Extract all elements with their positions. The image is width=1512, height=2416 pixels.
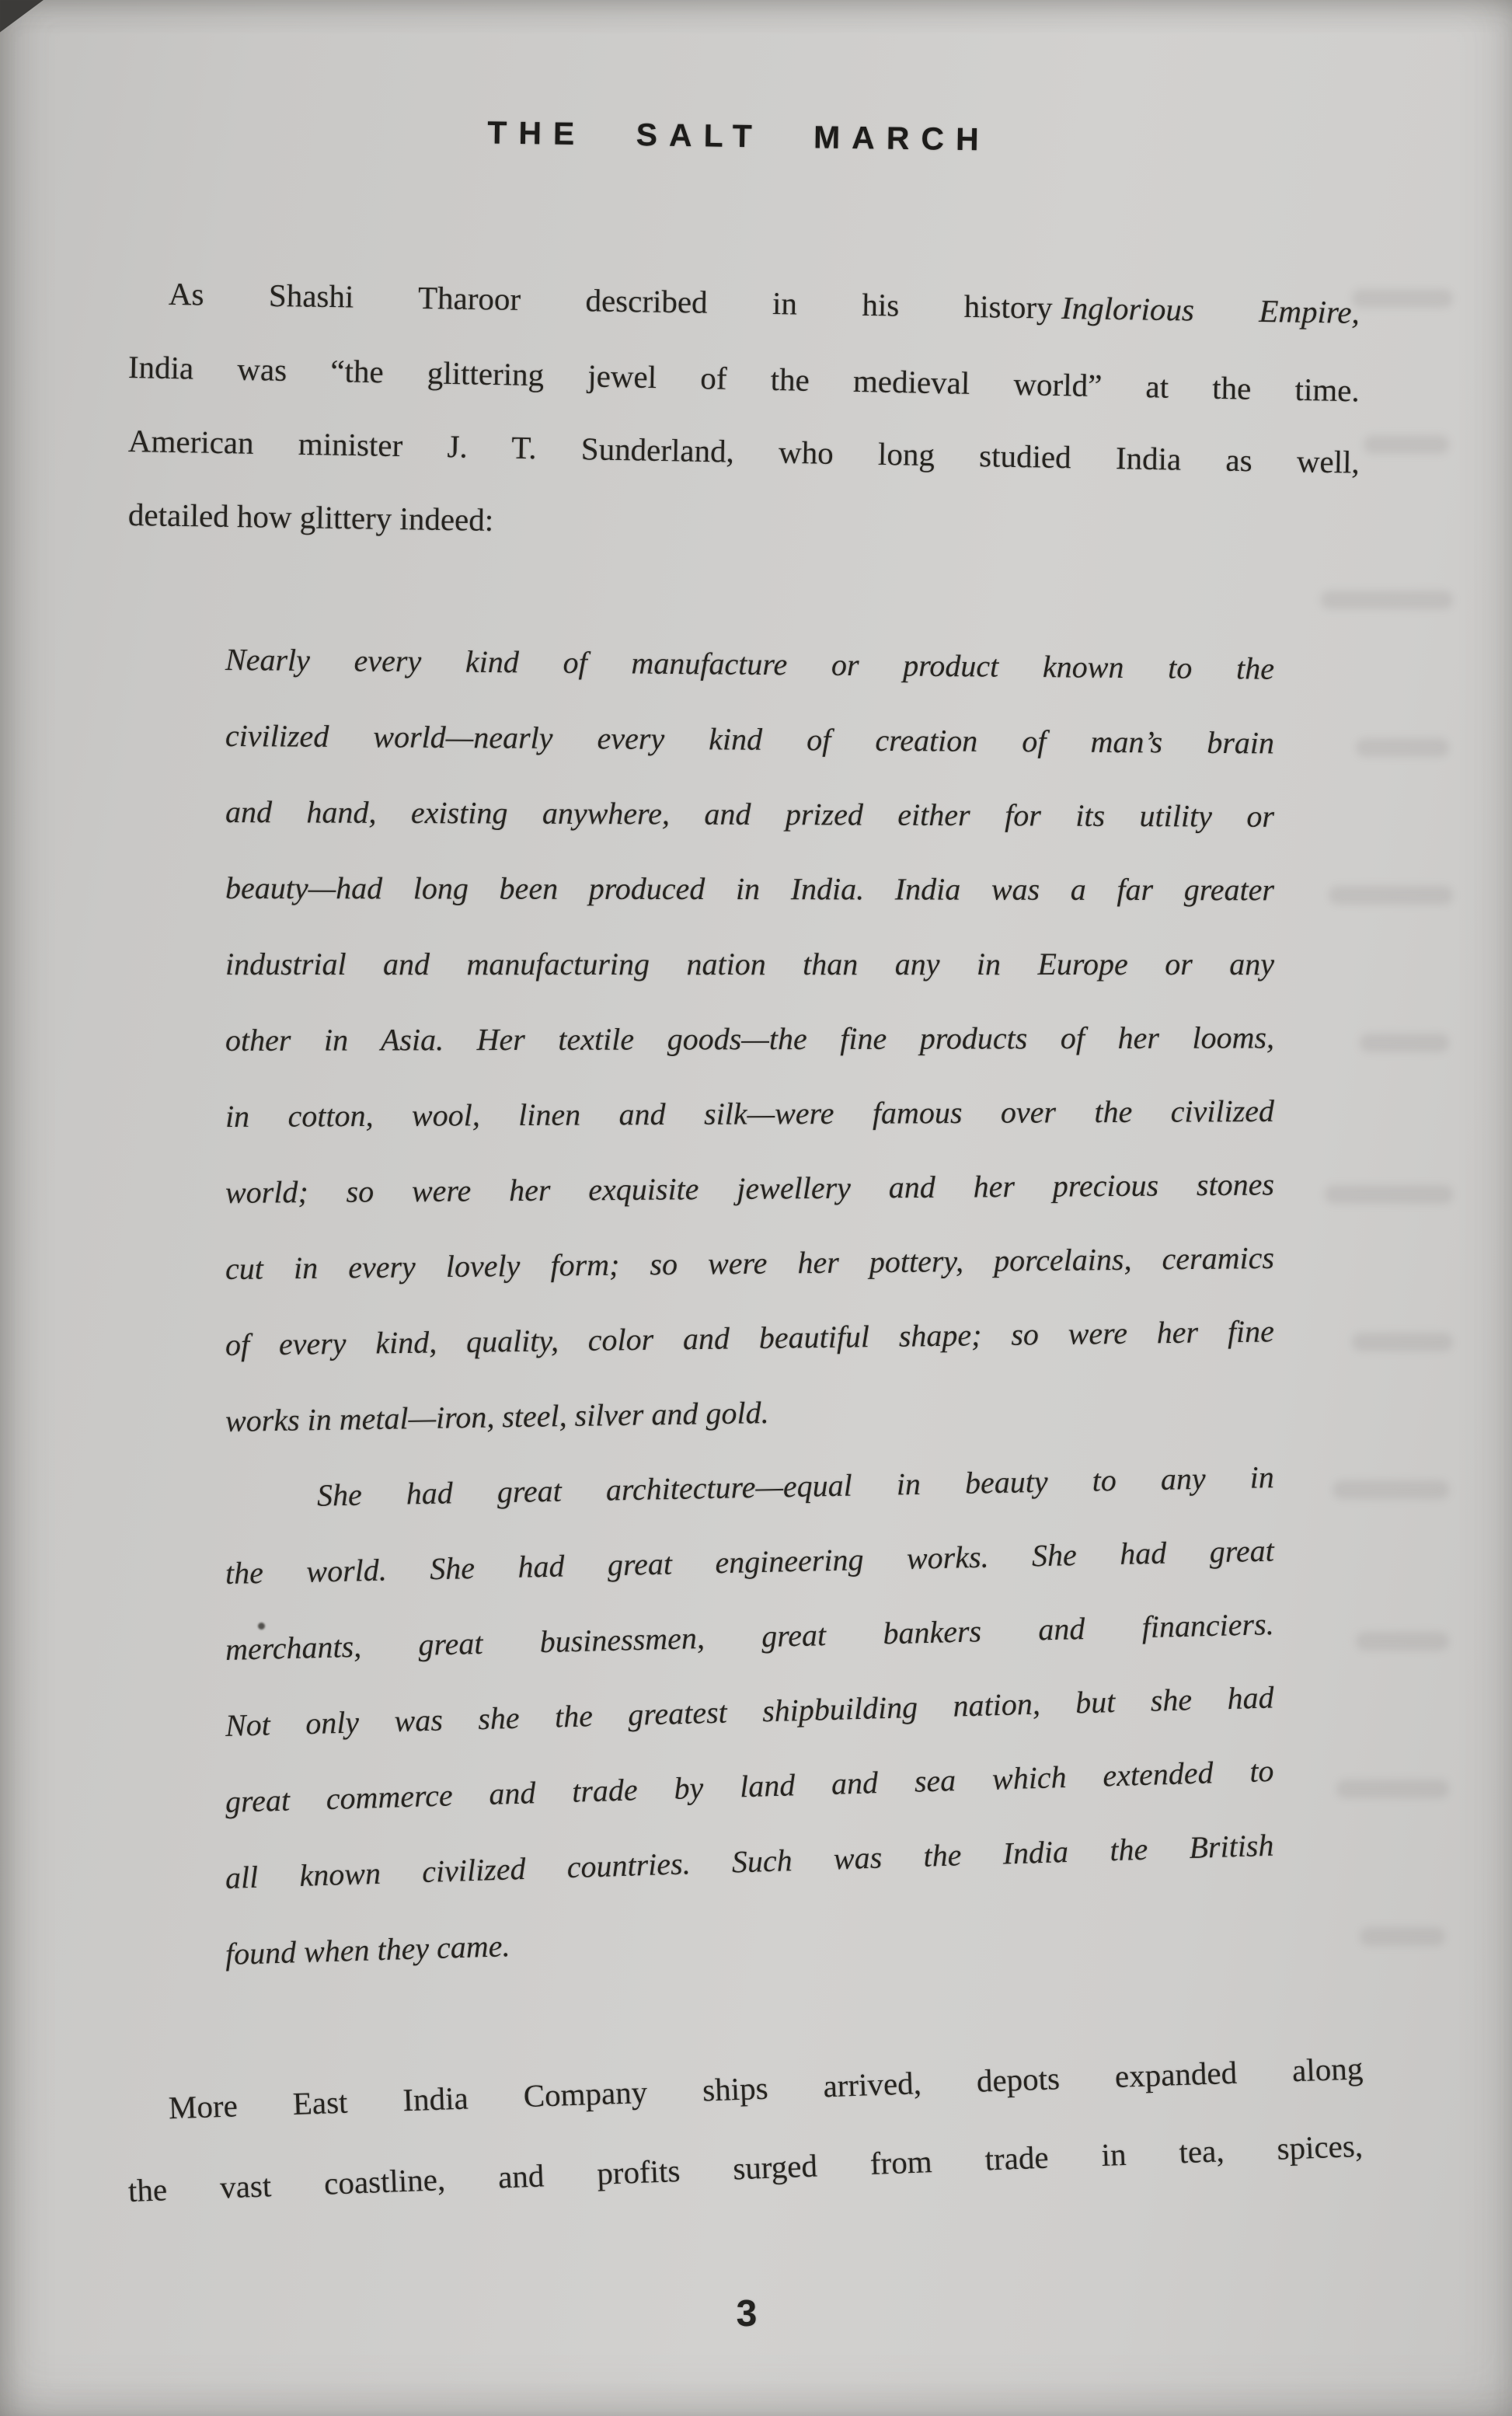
quote-line: industrial and manufacturing nation than any in Europe or any [225,947,1274,981]
quote-line: in cotton, wool, linen and silk—were famous over the civilized [225,1093,1275,1134]
paragraph-line: the vast coastline, and profits surged from trade in tea, spices, [127,2127,1364,2209]
quote-line: cut in every lovely form; so were her pottery, porcelains, ceramics [225,1239,1275,1286]
showthrough-smudge [1329,886,1453,905]
paragraph-line-text: As Shashi Tharoor described in his history [168,275,1054,326]
quote-line: the world. She had great engineering works. She had great [225,1532,1275,1591]
body-paragraph-opening [128,256,1360,552]
quote-line: Not only was she the greatest shipbuilding nation, but she had [225,1679,1275,1743]
showthrough-smudge [1333,1480,1449,1499]
quote-line: world; so were her exquisite jewellery and her precious stones [225,1166,1275,1210]
showthrough-smudge [1336,1780,1449,1798]
quote-line: all known civilized countries. Such was the India the British [225,1827,1275,1895]
quote-line: civilized world—nearly every kind of creation of man’s brain [225,718,1275,761]
quote-line: of every kind, quality, color and beautiful shape; so were her fine [225,1313,1275,1362]
quote-line: and hand, existing anywhere, and prized either for its utility or [225,794,1275,834]
showthrough-smudge [1356,1632,1449,1651]
quote-line: found when they came. [225,1928,511,1971]
showthrough-smudge [1321,591,1453,609]
quote-line: merchants, great businessmen, great bankers and financiers. [225,1606,1275,1667]
showthrough-smudge [1352,1333,1453,1351]
showthrough-smudge [1352,289,1453,308]
book-title-italic: Inglorious Empire, [1061,289,1360,330]
showthrough-smudge [1360,1927,1445,1946]
quote-line: great commerce and trade by land and sea which extended to [225,1752,1275,1819]
page-number: 3 [736,2292,758,2335]
showthrough-smudge [1325,1185,1453,1204]
quote-line: beauty—had long been produced in India. India was a far greater [225,870,1275,908]
quote-line: Nearly every kind of manufacture or product known to the [225,642,1275,686]
showthrough-smudge [1360,1034,1449,1052]
showthrough-smudge [1356,738,1449,757]
sunderland-blockquote [225,622,1274,1992]
paragraph-line: American minister J. T. Sunderland, who long studied India as well, [127,423,1360,480]
running-header: THE SALT MARCH [487,114,991,158]
quote-line: other in Asia. Her textile goods—the fine products of her looms, [225,1020,1275,1058]
quote-line: works in metal—iron, steel, silver and gold. [225,1395,769,1438]
quote-line: She had great architecture—equal in beauty to any in [316,1459,1275,1513]
showthrough-smudge [1364,435,1449,454]
paragraph-line: India was “the glittering jewel of the medieval world” at the time. [127,349,1360,409]
body-paragraph-closing [127,2050,1364,2232]
paragraph-line: More East India Company ships arrived, depots expanded along [168,2050,1364,2126]
paragraph-line: detailed how glittery indeed: [127,497,494,538]
